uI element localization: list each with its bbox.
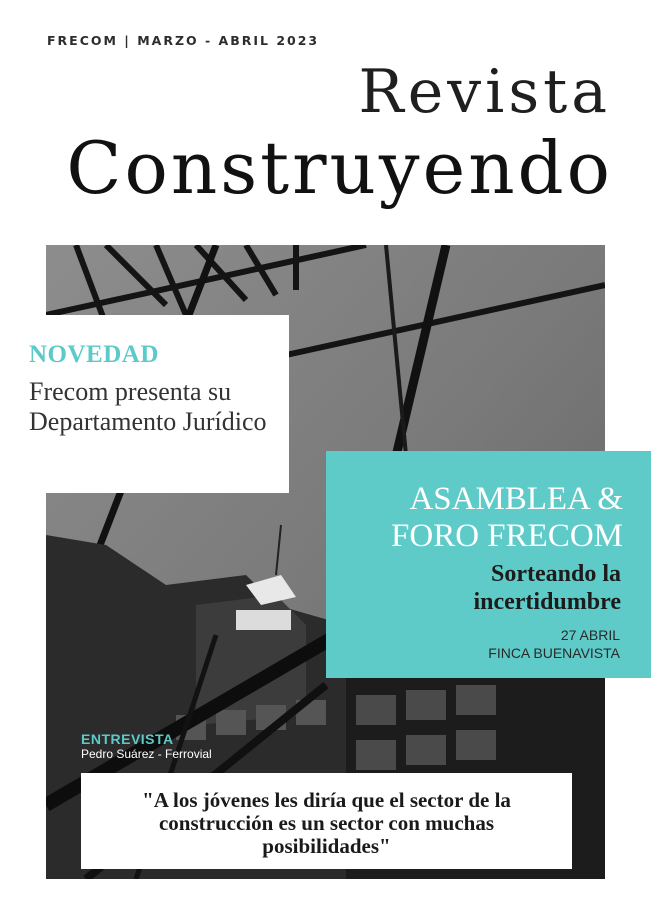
issue-line: FRECOM | MARZO - ABRIL 2023 — [47, 33, 320, 48]
event-info — [488, 626, 620, 662]
event-title — [323, 481, 623, 555]
event-subtitle-line1: Sorteando la — [490, 561, 621, 587]
magazine-title-line2: Construyendo — [66, 126, 613, 210]
interview-quote: "A los jóvenes les diría que el sector de la construcción es un sector con muchas posibilidades" — [142, 788, 511, 858]
novedad-card[interactable] — [0, 315, 289, 493]
event-subtitle-line2: incertidumbre — [473, 589, 621, 615]
event-card[interactable] — [326, 451, 651, 678]
interview-tag: ENTREVISTA — [81, 731, 174, 747]
novedad-headline: Frecom presenta su Departamento Jurídico — [29, 377, 267, 436]
event-venue: FINCA BUENAVISTA — [488, 645, 620, 661]
interview-quote-card[interactable] — [81, 773, 572, 869]
magazine-title-line1: Revista — [358, 57, 611, 127]
event-subtitle — [341, 560, 621, 616]
interview-person: Pedro Suárez - Ferrovial — [81, 747, 212, 761]
event-title-line1: ASAMBLEA & — [409, 481, 623, 517]
novedad-tag: NOVEDAD — [29, 341, 159, 368]
event-title-line2: FORO FRECOM — [391, 518, 623, 554]
event-date: 27 ABRIL — [560, 627, 620, 643]
